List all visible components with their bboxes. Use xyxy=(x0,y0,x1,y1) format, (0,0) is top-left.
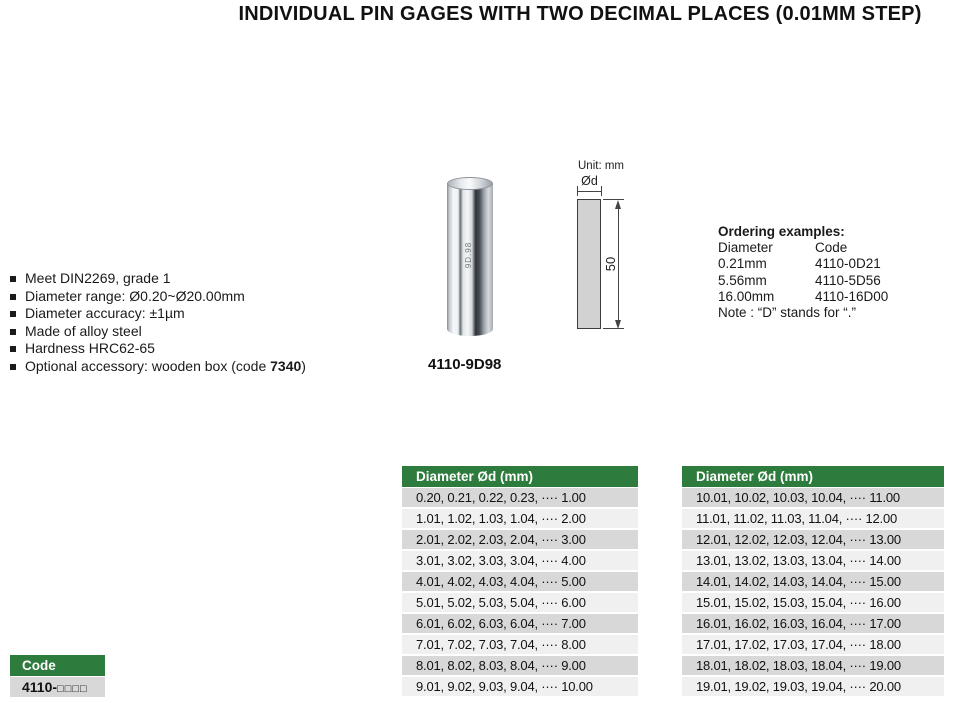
drawing-dim-tick xyxy=(577,186,578,196)
table-row: 14.01, 14.02, 14.03, 14.04, ···· 15.00 xyxy=(682,572,944,591)
feature-text: Hardness HRC62-65 xyxy=(25,340,155,356)
table-row: 13.01, 13.02, 13.03, 13.04, ···· 14.00 xyxy=(682,551,944,570)
table-row: 3.01, 3.02, 3.03, 3.04, ···· 4.00 xyxy=(402,551,638,570)
ordering-col-diameter: Diameter xyxy=(718,240,773,256)
table-row: 6.01, 6.02, 6.03, 6.04, ···· 7.00 xyxy=(402,614,638,633)
ordering-code: 4110-5D56 xyxy=(815,272,881,288)
ordering-examples xyxy=(718,224,888,321)
ordering-header-row xyxy=(718,240,888,256)
pin-gage-cap xyxy=(447,177,493,190)
table-row: 2.01, 2.02, 2.03, 2.04, ···· 3.00 xyxy=(402,530,638,549)
drawing-pin-rect xyxy=(577,199,601,329)
ordering-code: 4110-16D00 xyxy=(815,288,889,304)
ordering-col-code: Code xyxy=(815,240,848,256)
feature-text: Meet DIN2269, grade 1 xyxy=(25,270,171,286)
ordering-diameter: 5.56mm xyxy=(718,272,767,288)
table-row: 0.20, 0.21, 0.22, 0.23, ···· 1.00 xyxy=(402,488,638,507)
bullet-square-icon xyxy=(10,276,16,282)
feature-item xyxy=(8,358,306,376)
feature-text: Optional accessory: wooden box (code xyxy=(25,357,271,374)
drawing-length-label: 50 xyxy=(603,256,618,272)
feature-accessory-code: 7340 xyxy=(270,357,302,374)
table-row: 18.01, 18.02, 18.03, 18.04, ···· 19.00 xyxy=(682,656,944,675)
ordering-row xyxy=(718,256,888,272)
table-header: Diameter Ød (mm) xyxy=(402,466,638,487)
features-list xyxy=(8,270,306,375)
feature-item xyxy=(8,340,306,358)
ordering-note: Note : “D” stands for “.” xyxy=(718,305,857,321)
feature-text: Diameter range: Ø0.20~Ø20.00mm xyxy=(25,287,245,304)
bullet-square-icon xyxy=(10,294,16,300)
table-row: 7.01, 7.02, 7.03, 7.04, ···· 8.00 xyxy=(402,635,638,654)
table-row: 16.01, 16.02, 16.03, 16.04, ···· 17.00 xyxy=(682,614,944,633)
ordering-diameter: 0.21mm xyxy=(718,256,767,272)
ordering-code: 4110-0D21 xyxy=(815,256,881,272)
drawing-unit-label: Unit: mm xyxy=(578,160,624,172)
page-title: INDIVIDUAL PIN GAGES WITH TWO DECIMAL PLACES (0.01MM STEP) xyxy=(238,3,922,25)
table-row: 19.01, 19.02, 19.03, 19.04, ···· 20.00 xyxy=(682,677,944,696)
ordering-diameter: 16.00mm xyxy=(718,288,775,304)
table-row: 10.01, 10.02, 10.03, 10.04, ···· 11.00 xyxy=(682,488,944,507)
table-row: 4.01, 4.02, 4.03, 4.04, ···· 5.00 xyxy=(402,572,638,591)
table-row: 17.01, 17.02, 17.03, 17.04, ···· 18.00 xyxy=(682,635,944,654)
table-row: 11.01, 11.02, 11.03, 11.04, ···· 12.00 xyxy=(682,509,944,528)
bullet-square-icon xyxy=(10,346,16,352)
ordering-row xyxy=(718,273,888,289)
drawing-arrow-down-icon xyxy=(615,320,621,329)
drawing-width-dim-line xyxy=(577,191,602,192)
drawing-diameter-label: Ød xyxy=(581,174,598,188)
feature-item xyxy=(8,305,306,323)
bullet-square-icon xyxy=(10,311,16,317)
feature-item xyxy=(8,323,306,341)
feature-item xyxy=(8,288,306,306)
pin-gage-photo xyxy=(447,177,493,337)
product-code-label: 4110-9D98 xyxy=(428,356,502,373)
code-box-header: Code xyxy=(10,655,105,676)
code-box xyxy=(10,655,105,697)
feature-text: Diameter accuracy: ±1µm xyxy=(25,305,185,321)
ordering-heading: Ordering examples: xyxy=(718,224,845,239)
table-row: 12.01, 12.02, 12.03, 12.04, ···· 13.00 xyxy=(682,530,944,549)
code-box-value xyxy=(10,677,105,697)
feature-item xyxy=(8,270,306,288)
diameter-table-left xyxy=(402,466,638,698)
table-header: Diameter Ød (mm) xyxy=(682,466,944,487)
code-prefix: 4110- xyxy=(22,679,58,695)
diameter-table-right xyxy=(682,466,944,698)
table-row: 1.01, 1.02, 1.03, 1.04, ···· 2.00 xyxy=(402,509,638,528)
feature-text: Made of alloy steel xyxy=(25,322,142,339)
table-row: 15.01, 15.02, 15.03, 15.04, ···· 16.00 xyxy=(682,593,944,612)
table-row: 9.01, 9.02, 9.03, 9.04, ···· 10.00 xyxy=(402,677,638,696)
pin-gage-engraving: 9D.98 xyxy=(464,241,473,269)
table-row: 5.01, 5.02, 5.03, 5.04, ···· 6.00 xyxy=(402,593,638,612)
table-row: 8.01, 8.02, 8.03, 8.04, ···· 9.00 xyxy=(402,656,638,675)
drawing-arrow-up-icon xyxy=(615,200,621,209)
drawing-dim-tick xyxy=(601,186,602,196)
code-placeholder-boxes: □□□□ xyxy=(57,683,88,695)
bullet-square-icon xyxy=(10,329,16,335)
bullet-square-icon xyxy=(10,364,16,370)
ordering-row xyxy=(718,289,888,305)
feature-text: ) xyxy=(301,357,306,374)
